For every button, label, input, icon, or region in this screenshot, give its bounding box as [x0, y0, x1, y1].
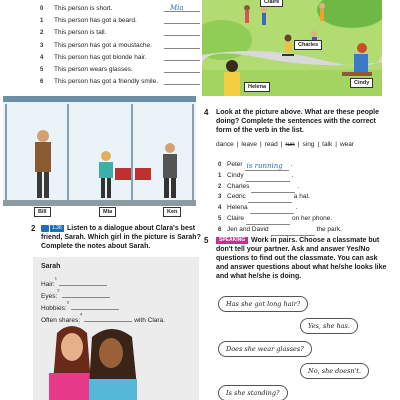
- note-after: with Clara.: [134, 317, 165, 324]
- card-title: Sarah: [41, 263, 61, 270]
- sarah-note-row: [41, 285, 191, 300]
- sarah-note-row: [41, 297, 191, 312]
- label-claire: Claire: [260, 0, 283, 7]
- exercise-1-item: [40, 54, 200, 64]
- label-cindy: Cindy: [350, 78, 373, 88]
- exercise-5-number: 5: [204, 236, 209, 245]
- item-subject: Cindy: [227, 171, 244, 179]
- item-subject: Peter: [227, 161, 243, 168]
- item-sentence: This person has got a friendly smile.: [54, 78, 159, 86]
- word-separator: |: [280, 141, 283, 148]
- item-number: 6: [218, 226, 222, 233]
- item-ending: the park.: [316, 225, 342, 233]
- exercise-1-item: [40, 17, 200, 27]
- label-mia: Mia: [99, 207, 116, 217]
- note-label: Often shares:: [41, 317, 81, 324]
- item-number: 1: [40, 18, 44, 25]
- item-sentence: This person has got blonde hair.: [54, 53, 147, 61]
- sarah-note-row: [41, 273, 191, 288]
- answer-line[interactable]: [164, 66, 200, 73]
- answer-line[interactable]: [164, 78, 200, 85]
- item-number: 6: [40, 79, 44, 86]
- item-subject: Helena: [227, 204, 248, 212]
- item-sentence: This person is short.: [54, 5, 113, 12]
- girls-illustration: [37, 323, 137, 400]
- verb-word: read: [264, 141, 278, 148]
- item-number: 1: [218, 172, 222, 179]
- exercise-2-number: 2: [31, 224, 36, 233]
- note-label: Hair:: [41, 281, 55, 288]
- note-label: Hobbies:: [41, 305, 67, 312]
- exercise-4-item: [218, 196, 383, 212]
- exercise-1-item: [40, 5, 200, 15]
- item-number: 5: [218, 216, 222, 222]
- park-picture: [202, 0, 382, 96]
- item-ending: .: [297, 182, 300, 190]
- speaking-tag: SPEAKING: [216, 237, 248, 244]
- sarah-note-row: [41, 309, 191, 324]
- exercise-1-item: [40, 29, 200, 39]
- verb-word: dance: [216, 141, 234, 148]
- word-separator: |: [297, 141, 300, 148]
- item-subject: Jen and David: [227, 225, 269, 233]
- item-number: 3: [40, 42, 44, 49]
- item-ending: .: [290, 161, 293, 168]
- item-sentence: This person has got a moustache.: [54, 41, 152, 49]
- item-sentence: This person wears glasses.: [54, 66, 133, 73]
- item-ending: .: [291, 171, 294, 179]
- word-separator: |: [317, 141, 320, 148]
- item-ending: a hat.: [293, 193, 311, 201]
- item-subject: Cedric: [227, 193, 246, 201]
- word-separator: |: [335, 141, 337, 148]
- answer-blank[interactable]: [271, 228, 315, 236]
- label-helena: Helena: [244, 82, 270, 92]
- item-number: 0: [218, 162, 222, 168]
- exercise-1-item: [40, 42, 200, 52]
- exercise-1-item: [40, 66, 200, 76]
- exercise-2-instruction: Listen to a dialogue about Clara's best friend, Sarah. Which girl in the picture is Sarah? Complete the notes about Sarah.: [41, 225, 201, 250]
- verb-word: leave: [241, 141, 257, 148]
- item-number: 0: [40, 6, 44, 12]
- exercise-4-number: 4: [204, 108, 209, 117]
- item-number: 5: [40, 67, 44, 73]
- audio-track: 1.36: [52, 225, 62, 231]
- label-bill: Bill: [34, 207, 51, 217]
- exercise-4-item: [218, 172, 383, 190]
- exercise-4-instruction: Look at the picture above. What are these people doing? Complete the sentences with the correct form of the verb in the list.: [216, 109, 379, 134]
- item-ending: .: [295, 204, 298, 212]
- exercise-4-item: [218, 182, 383, 201]
- dialogue-bubble-5: Is she standing?: [218, 385, 288, 400]
- item-number: 2: [218, 183, 222, 190]
- exercise-4-item: [218, 207, 383, 222]
- answer-line[interactable]: [164, 17, 200, 24]
- exercise-4-item: [218, 153, 383, 170]
- item-subject: Charles: [227, 182, 250, 190]
- item-number: 4: [40, 54, 44, 61]
- item-number: 4: [218, 205, 222, 212]
- answer-line[interactable]: [164, 29, 200, 36]
- label-charles: Charles: [294, 40, 322, 50]
- dialogue-bubble-3: Does she wear glasses?: [218, 341, 312, 357]
- note-number: 4: [80, 311, 83, 317]
- answer-line[interactable]: [164, 54, 200, 61]
- bus-stop-picture: [3, 96, 196, 216]
- item-ending: on her phone.: [291, 215, 333, 222]
- note-number: 1: [54, 275, 57, 281]
- bus-stop-illustration: [3, 96, 196, 216]
- dialogue-bubble-1: Has she got long hair?: [218, 296, 308, 312]
- verb-word: sing: [302, 141, 315, 148]
- item-number: 3: [218, 194, 222, 201]
- item-answer: is running: [246, 162, 283, 170]
- item-number: 2: [40, 30, 44, 37]
- sarah-notes-card: [33, 257, 199, 400]
- word-separator: |: [259, 141, 262, 148]
- verb-word-list: [216, 141, 386, 148]
- verb-word: run: [285, 141, 295, 148]
- item-sentence: This person is tall.: [54, 29, 107, 37]
- exercise-1-item: [40, 78, 200, 88]
- label-ken: Ken: [163, 207, 181, 217]
- item-sentence: This person has got a beard.: [54, 17, 137, 25]
- note-label: Eyes:: [41, 293, 58, 300]
- dialogue-bubble-4: No, she doesn't.: [300, 363, 369, 379]
- answer-line[interactable]: [164, 42, 200, 49]
- note-number: 2: [57, 287, 60, 293]
- verb-word: wear: [339, 141, 355, 148]
- word-separator: |: [236, 141, 239, 148]
- note-blank[interactable]: [84, 315, 132, 322]
- dialogue-bubble-2: Yes, she has.: [300, 318, 358, 334]
- note-number: 3: [66, 299, 69, 305]
- exercise-4-item: [218, 164, 383, 179]
- verb-word: talk: [322, 141, 333, 148]
- exercise-4-item: [218, 218, 383, 233]
- item-subject: Claire: [227, 215, 244, 222]
- item-answer: Mia: [170, 4, 184, 12]
- exercise-5-instruction: Work in pairs. Choose a classmate but don't tell your partner. Ask and answer Yes/No questions to find out the classmate. You can ask and answer questions about what he/she looks like and what he/she is doing.: [216, 237, 387, 280]
